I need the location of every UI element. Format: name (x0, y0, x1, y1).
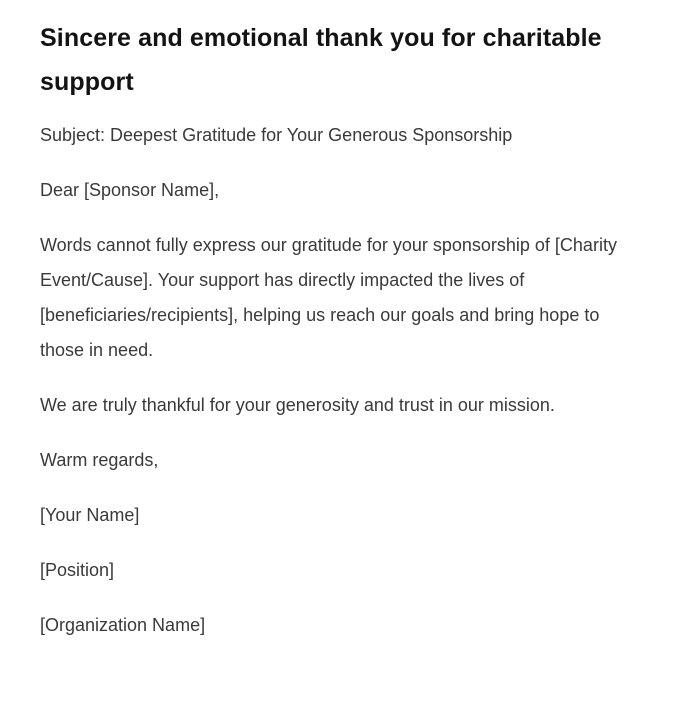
salutation: Dear [Sponsor Name], (40, 180, 220, 200)
signature-position: [Position] (40, 560, 115, 580)
page-title: Sincere and emotional thank you for charitable support (40, 24, 602, 96)
signature-name: [Your Name] (40, 505, 140, 525)
body-paragraph-1: Words cannot fully express our gratitude for your sponsorship of [Charity Event/Cause]. Your support has directly impacted the lives of [beneficiaries/recipients], helping us reach our goals and bring hope to those in need. (40, 235, 617, 360)
signature-organization: [Organization Name] (40, 615, 206, 635)
subject-line: Subject: Deepest Gratitude for Your Generous Sponsorship (40, 125, 513, 145)
body-paragraph-2: We are truly thankful for your generosity and trust in our mission. (40, 395, 555, 415)
closing-line: Warm regards, (40, 450, 159, 470)
